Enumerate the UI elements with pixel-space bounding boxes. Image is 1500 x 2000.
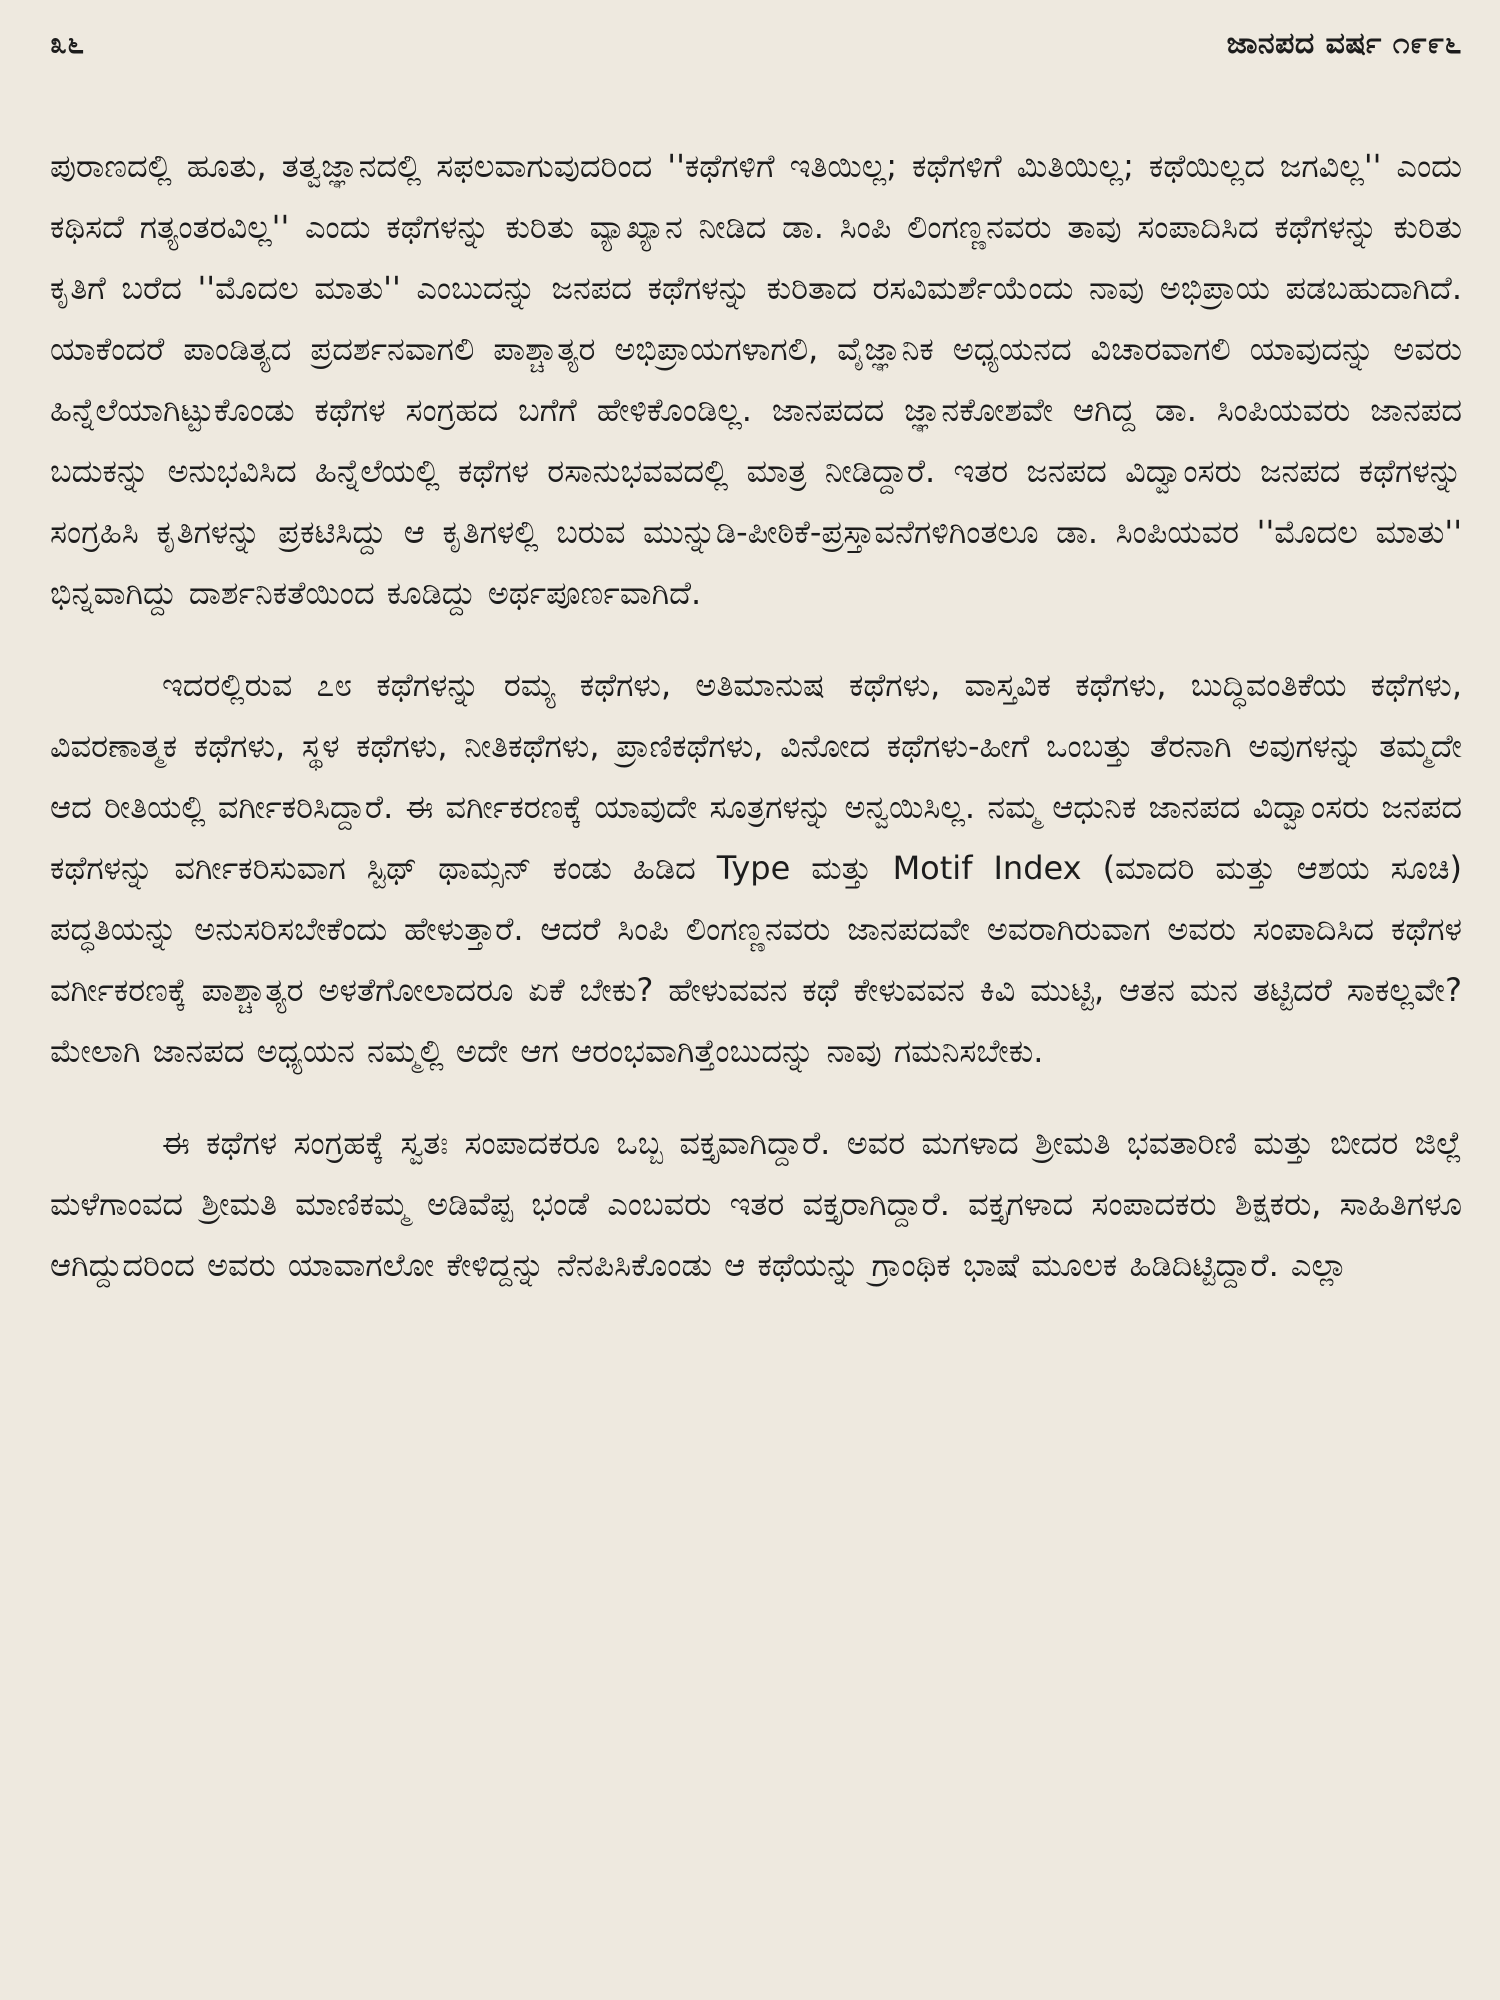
page-number: ೩೬ — [50, 26, 85, 61]
paragraph-1: ಪುರಾಣದಲ್ಲಿ ಹೂತು, ತತ್ವಜ್ಞಾನದಲ್ಲಿ ಸಫಲವಾಗುವುದರಿಂದ ''ಕಥೆಗಳಿಗೆ ಇತಿಯಿಲ್ಲ; ಕಥೆಗಳಿಗೆ ಮಿತಿಯಿಲ್ಲ; ಕಥೆಯಿಲ್ಲದ ಜಗವಿಲ್ಲ'' ಎಂದು ಕಥಿಸದೆ ಗತ್ಯಂತರವಿಲ್ಲ'' ಎಂದು ಕಥೆಗಳನ್ನು ಕುರಿತು ವ್ಯಾಖ್ಯಾನ ನೀಡಿದ ಡಾ. ಸಿಂಪಿ ಲಿಂಗಣ್ಣನವರು ತಾವು ಸಂಪಾದಿಸಿದ ಕಥೆಗಳನ್ನು ಕುರಿತು ಕೃತಿಗೆ ಬರೆದ ''ಮೊದಲ ಮಾತು'' ಎಂಬುದನ್ನು ಜನಪದ ಕಥೆಗಳನ್ನು ಕುರಿತಾದ ರಸವಿಮರ್ಶೆಯೆಂದು ನಾವು ಅಭಿಪ್ರಾಯ ಪಡಬಹುದಾಗಿದೆ. ಯಾಕೆಂದರೆ ಪಾಂಡಿತ್ಯದ ಪ್ರದರ್ಶನವಾಗಲಿ ಪಾಶ್ಚಾತ್ಯರ ಅಭಿಪ್ರಾಯಗಳಾಗಲಿ, ವೈಜ್ಞಾನಿಕ ಅಧ್ಯಯನದ ವಿಚಾರವಾಗಲಿ ಯಾವುದನ್ನು ಅವರು ಹಿನ್ನೆಲೆಯಾಗಿಟ್ಟುಕೊಂಡು ಕಥೆಗಳ ಸಂಗ್ರಹದ ಬಗೆಗೆ ಹೇಳಿಕೊಂಡಿಲ್ಲ. ಜಾನಪದದ ಜ್ಞಾನಕೋಶವೇ ಆಗಿದ್ದ ಡಾ. ಸಿಂಪಿಯವರು ಜಾನಪದ ಬದುಕನ್ನು ಅನುಭವಿಸಿದ ಹಿನ್ನೆಲೆಯಲ್ಲಿ ಕಥೆಗಳ ರಸಾನುಭವವದಲ್ಲಿ ಮಾತ್ರ ನೀಡಿದ್ದಾರೆ. ಇತರ ಜನಪದ ವಿದ್ವಾಂಸರು ಜನಪದ ಕಥೆಗಳನ್ನು ಸಂಗ್ರಹಿಸಿ ಕೃತಿಗಳನ್ನು ಪ್ರಕಟಿಸಿದ್ದು ಆ ಕೃತಿಗಳಲ್ಲಿ ಬರುವ ಮುನ್ನುಡಿ-ಪೀಠಿಕೆ-ಪ್ರಸ್ತಾವನೆಗಳಿಗಿಂತಲೂ ಡಾ. ಸಿಂಪಿಯವರ ''ಮೊದಲ ಮಾತು'' ಭಿನ್ನವಾಗಿದ್ದು ದಾರ್ಶನಿಕತೆಯಿಂದ ಕೂಡಿದ್ದು ಅರ್ಥಪೂರ್ಣವಾಗಿದೆ. — [50, 147, 1462, 612]
body-text — [50, 136, 1462, 1296]
paragraph-2: ಇದರಲ್ಲಿರುವ ೭೮ ಕಥೆಗಳನ್ನು ರಮ್ಯ ಕಥೆಗಳು, ಅತಿಮಾನುಷ ಕಥೆಗಳು, ವಾಸ್ತವಿಕ ಕಥೆಗಳು, ಬುದ್ಧಿವಂತಿಕೆಯ ಕಥೆಗಳು, ವಿವರಣಾತ್ಮಕ ಕಥೆಗಳು, ಸ್ಥಳ ಕಥೆಗಳು, ನೀತಿಕಥೆಗಳು, ಪ್ರಾಣಿಕಥೆಗಳು, ವಿನೋದ ಕಥೆಗಳು-ಹೀಗೆ ಒಂಬತ್ತು ತೆರನಾಗಿ ಅವುಗಳನ್ನು ತಮ್ಮದೇ ಆದ ರೀತಿಯಲ್ಲಿ ವರ್ಗೀಕರಿಸಿದ್ದಾರೆ. ಈ ವರ್ಗೀಕರಣಕ್ಕೆ ಯಾವುದೇ ಸೂತ್ರಗಳನ್ನು ಅನ್ವಯಿಸಿಲ್ಲ. ನಮ್ಮ ಆಧುನಿಕ ಜಾನಪದ ವಿದ್ವಾಂಸರು ಜನಪದ ಕಥೆಗಳನ್ನು ವರ್ಗೀಕರಿಸುವಾಗ ಸ್ಟಿಥ್ ಥಾಮ್ಸನ್ ಕಂಡು ಹಿಡಿದ Type ಮತ್ತು Motif Index (ಮಾದರಿ ಮತ್ತು ಆಶಯ ಸೂಚಿ) ಪದ್ಧತಿಯನ್ನು ಅನುಸರಿಸಬೇಕೆಂದು ಹೇಳುತ್ತಾರೆ. ಆದರೆ ಸಿಂಪಿ ಲಿಂಗಣ್ಣನವರು ಜಾನಪದವೇ ಅವರಾಗಿರುವಾಗ ಅವರು ಸಂಪಾದಿಸಿದ ಕಥೆಗಳ ವರ್ಗೀಕರಣಕ್ಕೆ ಪಾಶ್ಚಾತ್ಯರ ಅಳತೆಗೋಲಾದರೂ ಏಕೆ ಬೇಕು? ಹೇಳುವವನ ಕಥೆ ಕೇಳುವವನ ಕಿವಿ ಮುಟ್ಟಿ, ಆತನ ಮನ ತಟ್ಟಿದರೆ ಸಾಕಲ್ಲವೇ? ಮೇಲಾಗಿ ಜಾನಪದ ಅಧ್ಯಯನ ನಮ್ಮಲ್ಲಿ ಅದೇ ಆಗ ಆರಂಭವಾಗಿತ್ತೆಂಬುದನ್ನು ನಾವು ಗಮನಿಸಬೇಕು. — [50, 666, 1462, 1070]
page-header — [50, 26, 1462, 82]
paragraph-3: ಈ ಕಥೆಗಳ ಸಂಗ್ರಹಕ್ಕೆ ಸ್ವತಃ ಸಂಪಾದಕರೂ ಒಬ್ಬ ವಕ್ತೃವಾಗಿದ್ದಾರೆ. ಅವರ ಮಗಳಾದ ಶ್ರೀಮತಿ ಭವತಾರಿಣಿ ಮತ್ತು ಬೀದರ ಜಿಲ್ಲೆ ಮಳೆಗಾಂವದ ಶ್ರೀಮತಿ ಮಾಣಿಕಮ್ಮ ಅಡಿವೆಪ್ಪ ಭಂಡೆ ಎಂಬವರು ಇತರ ವಕ್ತೃರಾಗಿದ್ದಾರೆ. ವಕ್ತೃಗಳಾದ ಸಂಪಾದಕರು ಶಿಕ್ಷಕರು, ಸಾಹಿತಿಗಳೂ ಆಗಿದ್ದುದರಿಂದ ಅವರು ಯಾವಾಗಲೋ ಕೇಳಿದ್ದನ್ನು ನೆನಪಿಸಿಕೊಂಡು ಆ ಕಥೆಯನ್ನು ಗ್ರಾಂಥಿಕ ಭಾಷೆ ಮೂಲಕ ಹಿಡಿದಿಟ್ಟಿದ್ದಾರೆ. ಎಲ್ಲಾ — [50, 1124, 1462, 1284]
running-title: ಜಾನಪದ ವರ್ಷ ೧೯೯೬ — [1226, 26, 1462, 61]
